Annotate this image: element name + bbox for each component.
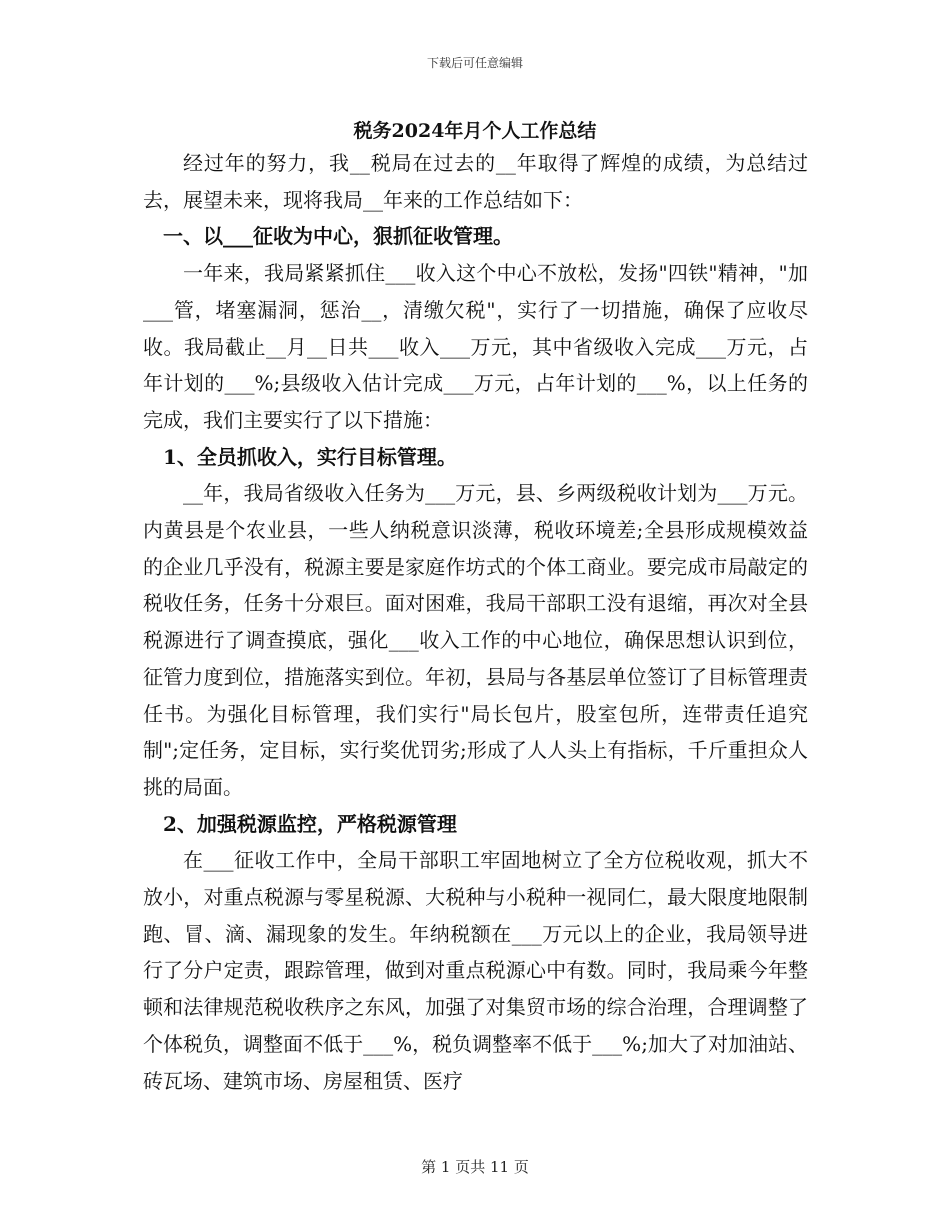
section-1-paragraph: 一年来，我局紧紧抓住___收入这个中心不放松，发扬"四铁"精神，"加___管，堵塞漏洞，惩治__，清缴欠税"，实行了一切措施，确保了应收尽收。我局截止__月__日共___收入___万元，其中省级收入完成___万元，占年计划的___%;县级收入估计完成___万元，占年计划的___%，以上任务的完成，我们主要实行了以下措施：	[143, 261, 808, 432]
subsection-heading-2: 2、加强税源监控，严格税源管理	[163, 811, 457, 836]
subsection-1-paragraph: __年，我局省级收入任务为___万元，县、乡两级税收计划为___万元。内黄县是个农业县，一些人纳税意识淡薄，税收环境差;全县形成规模效益的企业几乎没有，税源主要是家庭作坊式的个体工商业。要完成市局敲定的税收任务，任务十分艰巨。面对困难，我局干部职工没有退缩，再次对全县税源进行了调查摸底，强化___收入工作的中心地位，确保思想认识到位，征管力度到位，措施落实到位。年初，县局与各基层单位签订了目标管理责任书。为强化目标管理，我们实行"局长包片，股室包所，连带责任追究制";定任务，定目标，实行奖优罚劣;形成了人人头上有指标，千斤重担众人挑的局面。	[143, 481, 808, 799]
document-title: 税务2024年月个人工作总结	[353, 120, 597, 142]
document-body	[143, 145, 808, 1099]
page-footer: 第 1 页共 11 页	[421, 1158, 529, 1176]
subsection-heading-1: 1、全员抓收入，实行目标管理。	[163, 444, 457, 469]
header-note: 下载后可任意编辑	[426, 56, 523, 70]
intro-paragraph: 经过年的努力，我__税局在过去的__年取得了辉煌的成绩，为总结过去，展望未来，现将我局__年来的工作总结如下：	[143, 151, 808, 212]
subsection-2-paragraph: 在___征收工作中，全局干部职工牢固地树立了全方位税收观，抓大不放小，对重点税源与零星税源、大税种与小税种一视同仁，最大限度地限制跑、冒、滴、漏现象的发生。年纳税额在___万元以上的企业，我局领导进行了分户定责，跟踪管理，做到对重点税源心中有数。同时，我局乘今年整顿和法律规范税收秩序之东风，加强了对集贸市场的综合治理，合理调整了个体税负，调整面不低于___%，税负调整率不低于___%;加大了对加油站、砖瓦场、建筑市场、房屋租赁、医疗	[143, 848, 808, 1093]
section-heading-1: 一、以___征收为中心，狠抓征收管理。	[163, 224, 513, 249]
